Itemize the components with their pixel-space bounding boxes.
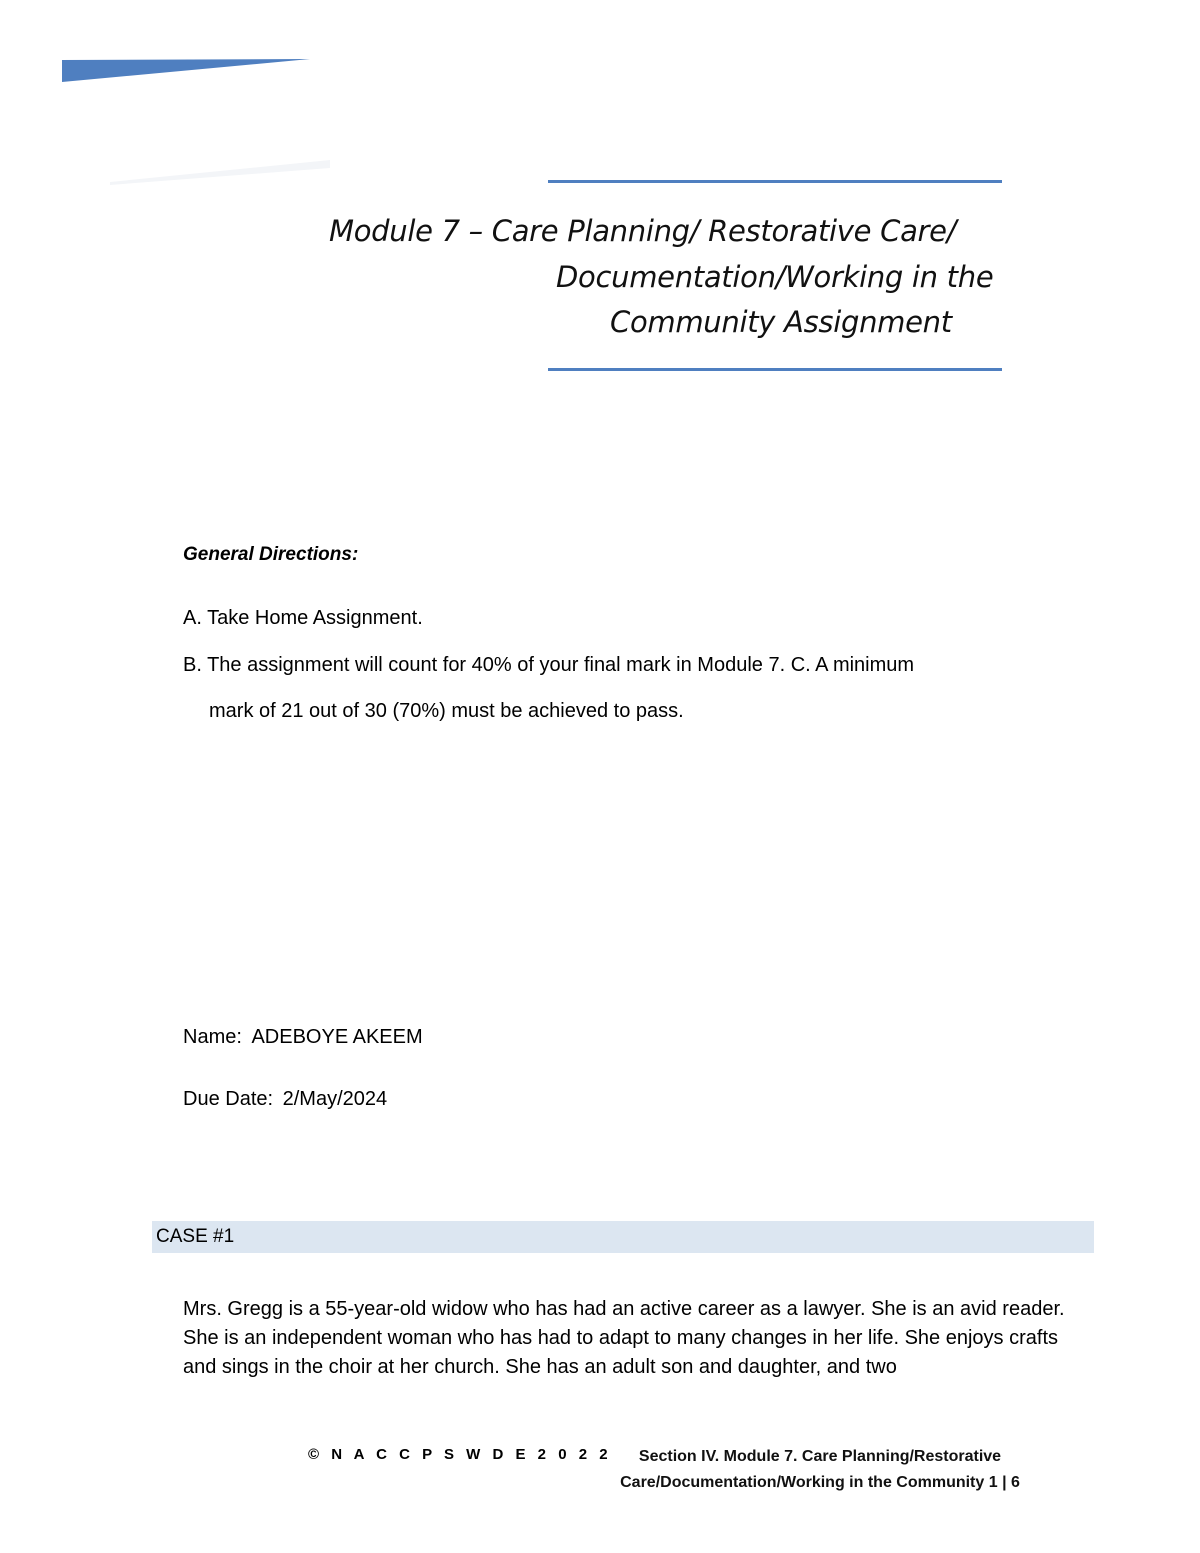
due-date-row [183,1088,387,1111]
document-title-line-2: Documentation/Working in the [556,260,994,294]
header-decoration [0,0,400,200]
case-header-bar [152,1221,1094,1253]
footer-section [560,1444,1080,1496]
due-date-value: 2/May/2024 [282,1088,388,1110]
document-title-line-1: Module 7 – Care Planning/ Restorative Care/ [329,214,957,248]
general-directions-heading: General Directions: [183,544,359,565]
title-bottom-rule [548,368,1002,371]
name-value: ADEBOYE AKEEM [251,1026,423,1048]
direction-item-b-line-1: B. The assignment will count for 40% of your final mark in Module 7. C. A minimum [183,654,915,676]
footer-section-line-2: Care/Documentation/Working in the Community 1 | 6 [620,1474,1020,1491]
student-name-row [183,1026,423,1049]
footer-copyright: © N A C C P S W D E 2 0 2 2 [308,1446,612,1463]
footer-section-line-1: Section IV. Module 7. Care Planning/Restorative [638,1448,1002,1465]
due-date-label: Due Date: [183,1088,274,1110]
direction-item-a: A. Take Home Assignment. [183,607,423,629]
document-title-line-3: Community Assignment [610,305,952,339]
case-paragraph: Mrs. Gregg is a 55-year-old widow who has had an active career as a lawyer. She is an avid reader. She is an independent woman who has had to adapt to many changes in her life. She enjoys crafts and sings in the choir at her church. She has an adult son and daughter, and two [183,1298,1065,1378]
case-label: CASE #1 [156,1226,235,1247]
title-top-rule [548,180,1002,183]
name-label: Name: [183,1026,242,1048]
direction-item-b-line-2: mark of 21 out of 30 (70%) must be achieved to pass. [209,700,684,722]
